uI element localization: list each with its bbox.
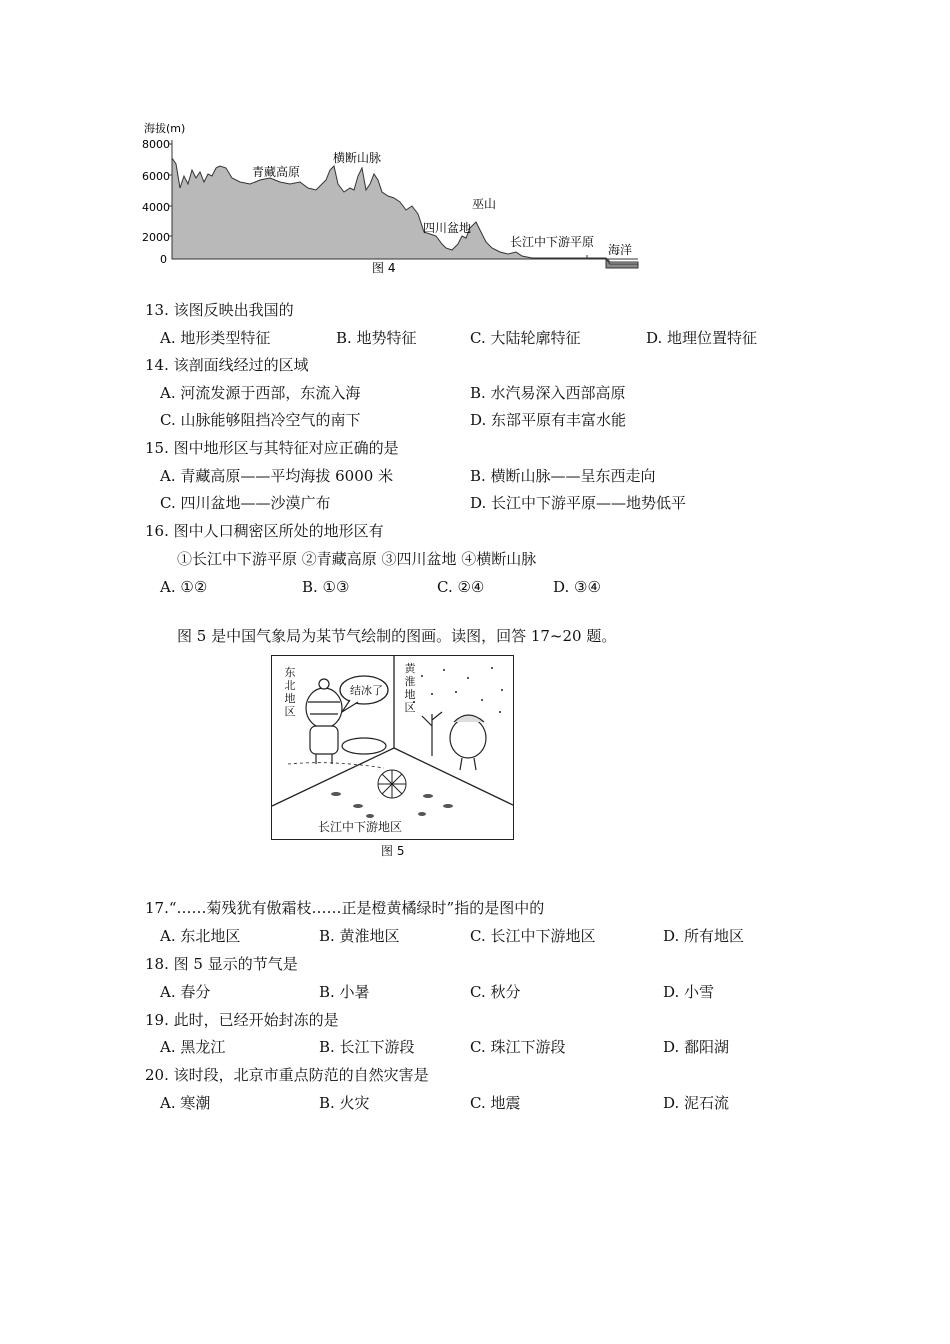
q19-option-c: C. 珠江下游段 <box>470 1038 566 1056</box>
chrysanthemum-drawing <box>378 770 406 798</box>
q17-option-b: B. 黄淮地区 <box>319 927 400 945</box>
question-16-stem: 16. 图中人口稠密区所处的地形区有 <box>145 522 384 540</box>
q14-option-d: D. 东部平原有丰富水能 <box>470 411 627 429</box>
q14-option-b: B. 水汽易深入西部高原 <box>470 384 626 402</box>
speech-text: 结冰了 <box>350 684 383 697</box>
q20-option-c: C. 地震 <box>470 1094 521 1112</box>
q16-statements: ①长江中下游平原 ②青藏高原 ③四川盆地 ④横断山脉 <box>177 550 537 568</box>
q15-option-c: C. 四川盆地——沙漠广布 <box>160 494 331 512</box>
huanghuai-person-drawing <box>450 715 486 770</box>
q18-option-b: B. 小暑 <box>319 983 370 1001</box>
solar-term-cartoon <box>271 655 514 840</box>
label-hengduan: 横断山脉 <box>333 151 382 165</box>
label-sichuan: 四川盆地 <box>423 221 472 235</box>
q17-option-c: C. 长江中下游地区 <box>470 927 596 945</box>
q13-option-a: A. 地形类型特征 <box>160 329 271 347</box>
label-changjiang: 长江中下游平原 <box>510 235 595 249</box>
northeast-person-drawing <box>306 679 342 764</box>
question-18-stem: 18. 图 5 显示的节气是 <box>145 955 298 973</box>
bare-tree-drawing <box>422 712 442 756</box>
ocean-area <box>606 259 638 268</box>
label-wushan: 巫山 <box>472 197 497 211</box>
cartoon-drawing <box>272 656 514 840</box>
question-15-stem: 15. 图中地形区与其特征对应正确的是 <box>145 439 399 457</box>
y-tick-6000: 6000 <box>142 170 170 183</box>
q17-option-a: A. 东北地区 <box>160 927 241 945</box>
terrain-area <box>172 158 638 268</box>
question-14-stem: 14. 该剖面线经过的区域 <box>145 356 309 374</box>
figure4-caption: 图 4 <box>372 261 396 275</box>
q15-option-a: A. 青藏高原——平均海拔 6000 米 <box>160 467 394 485</box>
y-axis-label: 海拔(m) <box>144 122 186 135</box>
q16-option-b: B. ①③ <box>302 578 350 596</box>
question-13-stem: 13. 该图反映出我国的 <box>145 301 294 319</box>
q19-option-a: A. 黑龙江 <box>160 1038 226 1056</box>
q13-option-c: C. 大陆轮廓特征 <box>470 329 581 347</box>
q19-option-b: B. 长江下游段 <box>319 1038 415 1056</box>
label-ocean: 海洋 <box>608 243 633 257</box>
terrain-profile-figure <box>140 118 650 278</box>
question-19-stem: 19. 此时，已经开始封冻的是 <box>145 1011 339 1029</box>
snow-dots <box>413 667 503 713</box>
y-ticks <box>168 144 172 236</box>
basin-drawing <box>342 738 386 754</box>
figure5-intro: 图 5 是中国气象局为某节气绘制的图画。读图，回答 17~20 题。 <box>177 627 617 645</box>
q14-option-a: A. 河流发源于西部，东流入海 <box>160 384 361 402</box>
y-tick-0: 0 <box>160 253 167 266</box>
figure5-caption: 图 5 <box>381 844 405 858</box>
question-17-stem: 17.“……菊残犹有傲霜枝……正是橙黄橘绿时”指的是图中的 <box>145 899 545 917</box>
label-changjiang-region: 长江中下游地区 <box>318 820 403 834</box>
q13-option-d: D. 地理位置特征 <box>646 329 758 347</box>
question-20-stem: 20. 该时段，北京市重点防范的自然灾害是 <box>145 1066 429 1084</box>
q18-option-d: D. 小雪 <box>663 983 715 1001</box>
q15-option-b: B. 横断山脉——呈东西走向 <box>470 467 656 485</box>
q17-option-d: D. 所有地区 <box>663 927 745 945</box>
q16-option-c: C. ②④ <box>437 578 485 596</box>
q18-option-a: A. 春分 <box>160 983 211 1001</box>
q20-option-d: D. 泥石流 <box>663 1094 730 1112</box>
y-tick-4000: 4000 <box>142 201 170 214</box>
q14-option-c: C. 山脉能够阻挡冷空气的南下 <box>160 411 361 429</box>
q13-option-b: B. 地势特征 <box>336 329 417 347</box>
y-tick-2000: 2000 <box>142 231 170 244</box>
y-tick-8000: 8000 <box>142 138 170 151</box>
q20-option-a: A. 寒潮 <box>160 1094 211 1112</box>
label-huanghuai: 黄淮地区 <box>404 662 416 714</box>
label-northeast: 东北地区 <box>284 666 296 718</box>
q20-option-b: B. 火灾 <box>319 1094 370 1112</box>
q18-option-c: C. 秋分 <box>470 983 521 1001</box>
q19-option-d: D. 鄱阳湖 <box>663 1038 730 1056</box>
q16-option-a: A. ①② <box>160 578 208 596</box>
q15-option-d: D. 长江中下游平原——地势低平 <box>470 494 687 512</box>
q16-option-d: D. ③④ <box>553 578 601 596</box>
label-qingzang: 青藏高原 <box>252 165 301 179</box>
